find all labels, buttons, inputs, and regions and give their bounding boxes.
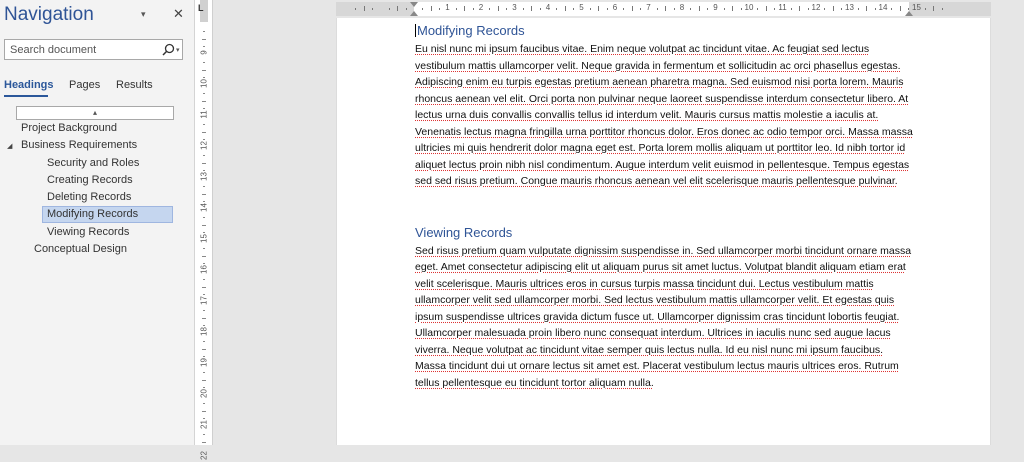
hanging-indent-marker[interactable]: [410, 11, 418, 16]
ruler-number: 15: [199, 234, 209, 243]
ruler-tick: [203, 139, 205, 140]
ruler-number: 13: [845, 3, 854, 12]
ruler-tick: [824, 8, 825, 10]
ruler-number: 7: [646, 3, 651, 12]
tab-selector-button[interactable]: L: [198, 3, 204, 13]
ruler-tick: [202, 101, 206, 102]
ruler-tick: [925, 8, 926, 10]
text-cursor: [415, 24, 416, 37]
ruler-tick: [202, 318, 206, 319]
left-margin-area: [336, 2, 414, 16]
ruler-tick: [203, 356, 205, 357]
active-tab-underline: [4, 95, 48, 97]
ruler-number: 10: [199, 79, 209, 88]
ruler-tick: [464, 6, 465, 11]
ruler-number: 9: [713, 3, 718, 12]
ruler-number: 8: [679, 3, 685, 12]
ruler-tick: [724, 8, 725, 10]
ruler-number: 6: [612, 3, 618, 12]
ruler-tick: [598, 6, 599, 11]
tree-item-modifying-records[interactable]: Modifying Records: [42, 206, 173, 223]
ruler-tick: [833, 6, 834, 11]
vertical-ruler[interactable]: [195, 0, 213, 460]
ruler-tick: [203, 325, 205, 326]
tab-pages[interactable]: Pages: [69, 79, 101, 91]
ruler-number: 18: [199, 327, 209, 336]
section-body-modifying-records[interactable]: Eu nisl nunc mi ipsum faucibus vitae. Enim neque volutpat ac tincidunt vitae. Ac feugiat sed lectus vestibulum mattis ullamcorper velit. Neque gravida in fermentum et sollicitudin ac orci phasellus egestas. Adipiscing enim eu turpis egestas pretium aenean pharetra magna. Sed euismod nisi porta lorem. Mauris rhoncus aenean vel elit. Orci porta non pulvinar neque laoreet suspendisse interdum consectetur libero. At lectus urna duis convallis convallis tellus id interdum velit. Mauris cursus mattis molestie a iaculis at. Venenatis lectus magna fringilla urna porttitor rhoncus dolor. Eros donec ac odio tempor orci. Massa massa ultricies mi quis hendrerit dolor magna eget est. Porta lorem mollis aliquam ut porttitor leo. Id nibh tortor id aliquet lectus proin nibh nisl condimentum. Augue interdum velit euismod in pellentesque. Tempus egestas sed sed risus pretium. Congue mauris rhoncus aenean vel elit scelerisque mauris pellentesque pulvinar.: [415, 43, 913, 187]
ruler-number: 14: [878, 3, 888, 12]
ruler-number: 12: [811, 3, 821, 12]
tree-item-creating-records[interactable]: Creating Records: [47, 174, 133, 186]
ruler-tick: [866, 6, 867, 11]
ruler-tick: [690, 8, 691, 10]
ruler-tick: [203, 186, 205, 187]
tree-item-conceptual-design[interactable]: Conceptual Design: [34, 243, 127, 255]
ruler-tick: [841, 8, 842, 10]
ruler-tick: [203, 31, 205, 32]
ruler-tick: [203, 46, 205, 47]
ruler-tick: [202, 39, 206, 40]
ruler-number: 20: [199, 389, 209, 398]
ruler-tick: [203, 372, 205, 373]
ruler-number: 19: [199, 358, 209, 367]
ruler-tick: [203, 217, 205, 218]
ruler-tick: [632, 6, 633, 11]
ruler-tick: [891, 8, 892, 10]
nav-close-icon[interactable]: ✕: [173, 6, 184, 21]
ruler-number: 15: [912, 3, 921, 12]
ruler-tick: [202, 442, 206, 443]
heading-text: Modifying Records: [417, 23, 525, 38]
tab-results[interactable]: Results: [116, 79, 153, 91]
ruler-tick: [202, 70, 206, 71]
ruler-tick: [202, 256, 206, 257]
ruler-tick: [556, 8, 557, 10]
ruler-tick: [699, 6, 700, 11]
ruler-tick: [665, 6, 666, 11]
ruler-tick: [791, 8, 792, 10]
ruler-tick: [202, 132, 206, 133]
ruler-tick: [422, 8, 423, 10]
ruler-tick: [203, 279, 205, 280]
ruler-tick: [364, 6, 365, 11]
ruler-tick: [202, 380, 206, 381]
ruler-tick: [431, 6, 432, 11]
ruler-number: 3: [512, 3, 517, 12]
ruler-tick: [203, 263, 205, 264]
ruler-number: 12: [199, 141, 209, 150]
ruler-number: 2: [478, 3, 484, 12]
ruler-tick: [202, 349, 206, 350]
ruler-tick: [657, 8, 658, 10]
ruler-tick: [355, 8, 356, 10]
ruler-tick: [565, 6, 566, 11]
search-icon[interactable]: [162, 43, 175, 56]
search-input[interactable]: [5, 40, 155, 59]
ruler-tick: [489, 8, 490, 10]
ruler-tick: [858, 8, 859, 10]
ruler-tick: [406, 8, 407, 10]
ruler-number: 11: [778, 3, 787, 12]
ruler-tick: [540, 8, 541, 10]
nav-options-chevron-down-icon[interactable]: ▾: [141, 9, 146, 19]
ruler-tick: [808, 8, 809, 10]
ruler-tick: [456, 8, 457, 10]
ruler-number: 5: [579, 3, 584, 12]
section-body-viewing-records[interactable]: Sed risus pretium quam vulputate dignissim suspendisse in. Sed ullamcorper morbi tincidunt ornare massa eget. Amet consectetur adipiscing elit ut aliquam purus sit amet luctus. Volutpat blandit aliquam etiam erat velit scelerisque. Mauris ultrices eros in cursus turpis massa tincidunt dui. Lectus vestibulum mattis ullamcorper velit sed ullamcorper morbi. Sed lectus vestibulum mattis ullamcorper velit. Et egestas quis ipsum suspendisse ultrices gravida dictum fusce ut. Ullamcorper dignissim cras tincidunt lobortis feugiat. Ullamcorper malesuada proin libero nunc consequat interdum. Ultrices in iaculis nunc sed augue lacus viverra. Neque volutpat ac tincidunt vitae semper quis lectus nulla. Id eu nisl nunc mi ipsum faucibus. Massa tincidunt dui ut ornare lectus sit amet est. Placerat vestibulum lectus mauris ultrices eros. Rutrum tellus pellentesque eu tincidunt tortor aliquam nulla.: [415, 244, 912, 389]
first-line-indent-marker[interactable]: [410, 2, 418, 7]
ruler-tick: [202, 163, 206, 164]
ruler-number: 1: [445, 3, 450, 12]
ruler-tick: [203, 124, 205, 125]
ruler-tick: [202, 411, 206, 412]
ruler-number: 11: [199, 110, 209, 119]
tree-item-viewing-records[interactable]: Viewing Records: [47, 226, 130, 238]
ruler-tick: [607, 8, 608, 10]
ruler-tick: [498, 6, 499, 11]
ruler-tick: [203, 170, 205, 171]
ruler-number: 9: [199, 50, 209, 55]
ruler-tick: [203, 77, 205, 78]
ruler-number: 10: [744, 3, 754, 12]
navigation-pane: [0, 0, 195, 445]
ruler-tick: [372, 8, 373, 10]
ruler-tick: [774, 8, 775, 10]
ruler-tick: [203, 232, 205, 233]
tree-item-security-and-roles[interactable]: Security and Roles: [47, 157, 140, 169]
ruler-tick: [203, 93, 205, 94]
tree-item-deleting-records[interactable]: Deleting Records: [47, 191, 132, 203]
ruler-number: 4: [545, 3, 551, 12]
ruler-tick: [397, 6, 398, 11]
ruler-tick: [203, 155, 205, 156]
ruler-tick: [590, 8, 591, 10]
horizontal-ruler[interactable]: [336, 2, 991, 16]
ruler-tick: [640, 8, 641, 10]
ruler-tick: [203, 434, 205, 435]
ruler-number: 16: [199, 265, 209, 274]
ruler-tick: [203, 294, 205, 295]
ruler-tick: [799, 6, 800, 11]
tree-item-business-requirements[interactable]: Business Requirements: [21, 139, 138, 151]
ruler-tick: [506, 8, 507, 10]
ruler-tick: [203, 108, 205, 109]
ruler-tick: [203, 387, 205, 388]
ruler-tick: [389, 8, 390, 10]
empty-paragraph[interactable]: [415, 190, 915, 220]
ruler-tick: [933, 6, 934, 11]
ruler-tick: [203, 201, 205, 202]
search-box[interactable]: [4, 39, 183, 60]
ruler-tick: [732, 6, 733, 11]
ruler-tick: [674, 8, 675, 10]
ruler-tick: [203, 403, 205, 404]
tab-headings[interactable]: Headings: [4, 79, 54, 91]
expand-collapse-triangle-icon[interactable]: ◢: [7, 143, 13, 150]
ruler-tick: [439, 8, 440, 10]
ruler-tick: [203, 248, 205, 249]
nav-title: Navigation: [4, 4, 94, 25]
ruler-tick: [942, 8, 943, 10]
ruler-tick: [202, 287, 206, 288]
ruler-tick: [757, 8, 758, 10]
ruler-tick: [203, 310, 205, 311]
ruler-tick: [523, 8, 524, 10]
ruler-tick: [473, 8, 474, 10]
ruler-tick: [202, 194, 206, 195]
ruler-tick: [875, 8, 876, 10]
document-content[interactable]: [415, 18, 915, 391]
search-options-chevron-down-icon[interactable]: ▾: [176, 47, 180, 54]
ruler-tick: [203, 62, 205, 63]
ruler-tick: [623, 8, 624, 10]
ruler-tick: [900, 6, 901, 11]
ruler-tick: [741, 8, 742, 10]
ruler-tick: [202, 225, 206, 226]
section-heading-viewing-records[interactable]: Viewing Records: [415, 224, 513, 240]
ruler-number: 22: [199, 451, 209, 460]
ruler-number: 17: [199, 296, 209, 305]
ruler-number: 14: [199, 203, 209, 212]
section-heading-modifying-records[interactable]: [415, 22, 915, 40]
tree-item-project-background[interactable]: Project Background: [21, 122, 117, 134]
ruler-number: 13: [199, 172, 209, 181]
collapse-all-button[interactable]: ▴: [16, 106, 174, 120]
ruler-tick: [531, 6, 532, 11]
ruler-tick: [908, 8, 909, 10]
ruler-tick: [707, 8, 708, 10]
ruler-tick: [766, 6, 767, 11]
ruler-tick: [203, 418, 205, 419]
document-page[interactable]: [336, 18, 991, 445]
ruler-number: 21: [199, 420, 209, 429]
ruler-tick: [203, 341, 205, 342]
ruler-tick: [573, 8, 574, 10]
